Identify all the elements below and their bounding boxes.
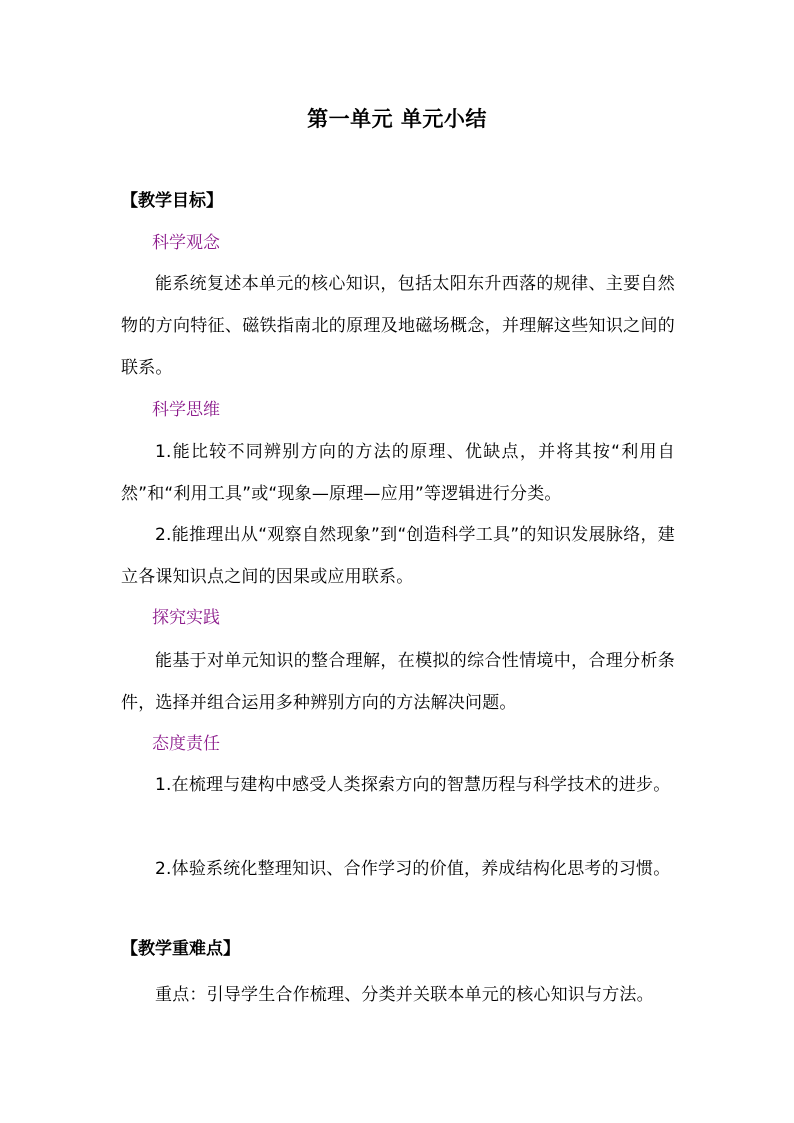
science-concept-text: 能系统复述本单元的核心知识，包括太阳东升西落的规律、主要自然物的方向特征、磁铁指南北的原理及地磁场概念，并理解这些知识之间的联系。 <box>121 274 675 378</box>
science-thinking-item-1: 1.能比较不同辨别方向的方法的原理、优缺点，并将其按“利用自然”和“利用工具”或“现象—原理—应用”等逻辑进行分类。 <box>121 442 675 504</box>
key-points-heading: 【教学重难点】 <box>121 939 240 959</box>
attitude-item-1: 1.在梳理与建构中感受人类探索方向的智慧历程与科学技术的进步。 <box>155 775 671 795</box>
objectives-heading: 【教学目标】 <box>121 191 223 211</box>
attitude-label: 态度责任 <box>152 734 220 754</box>
science-thinking-label: 科学思维 <box>152 400 220 420</box>
inquiry-practice-label: 探究实践 <box>152 608 220 628</box>
inquiry-practice-text: 能基于对单元知识的整合理解，在模拟的综合性情境中，合理分析条件，选择并组合运用多种辨别方向的方法解决问题。 <box>121 651 675 713</box>
key-points-focus: 重点：引导学生合作梳理、分类并关联本单元的核心知识与方法。 <box>155 985 654 1005</box>
science-thinking-item-2: 2.能推理出从“观察自然现象”到“创造科学工具”的知识发展脉络，建立各课知识点之间的因果或应用联系。 <box>121 525 675 587</box>
science-concept-label: 科学观念 <box>152 233 220 253</box>
document-title: 第一单元 单元小结 <box>307 107 487 131</box>
attitude-item-2: 2.体验系统化整理知识、合作学习的价值，养成结构化思考的习惯。 <box>155 859 671 879</box>
